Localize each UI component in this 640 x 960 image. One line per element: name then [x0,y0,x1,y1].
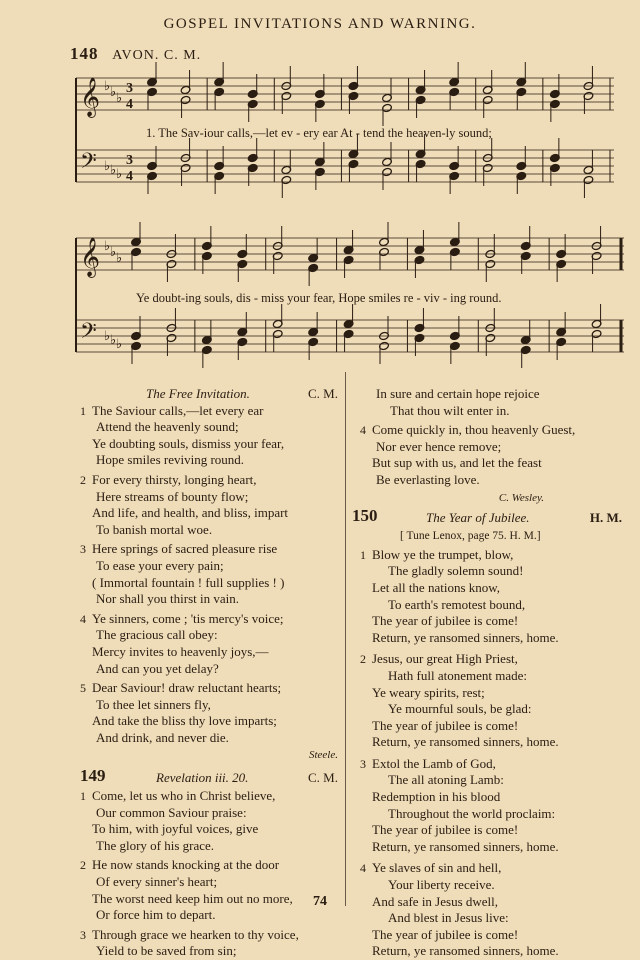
verse-line [360,910,622,927]
verse-text: The year of jubilee is come! [372,717,519,733]
verse-line [360,839,622,856]
time-sig-top: 3 [126,153,133,168]
verse-line [80,403,338,420]
verse-text: Of every sinner's heart; [96,874,218,890]
verse-line [360,597,622,614]
verse-line [360,630,622,647]
verse-line [80,805,338,822]
verse [80,680,338,746]
time-sig-bottom: 4 [126,169,133,184]
verse-text: Redemption in his blood [372,789,501,805]
verse-text: And blest in Jesus live: [388,910,509,926]
treble-clef-icon: 𝄞 [80,77,101,117]
verse-line: That thou wilt enter in. [390,402,510,418]
column-divider [345,372,346,906]
verse-line [360,580,622,597]
verse-text: Or force him to depart. [96,907,216,923]
verse-text: And life, and health, and bliss, impart [92,505,289,521]
hymn-title: The Free Invitation. [146,386,250,401]
verse-line [360,772,622,789]
continued-verse [360,386,622,419]
author: C. Wesley. [498,491,544,504]
verse-text: To earth's remotest bound, [388,596,526,612]
page-number: 74 [313,894,327,909]
verse-text: The glory of his grace. [96,837,215,853]
verse-number: 5 [80,681,86,696]
verse-text: To him, with joyful voices, give [92,821,259,837]
hymn-title: Revelation iii. 20. [156,770,249,786]
left-column [80,386,338,960]
verse-text: Let all the nations know, [372,579,501,595]
verse-text: To ease your every pain; [96,557,224,573]
verse-text: Return, ye ransomed sinners, home. [372,629,559,645]
verse-number: 4 [80,611,86,626]
verse-line [360,927,622,944]
verse-line [360,547,622,564]
verse-line [360,651,622,668]
verse-text: Ye weary spirits, rest; [372,684,485,700]
verse-text: Yield to be saved from sin; [96,943,237,959]
verse-number: 3 [80,542,86,557]
verse-text: Attend the heavenly sound; [96,419,239,435]
verse-line [80,436,338,453]
flat-icon: ♭ [116,166,123,181]
meter: C. M. [308,770,338,786]
verse-text: For every thirsty, longing heart, [92,471,257,487]
verse-text: Mercy invites to heavenly joys,— [92,643,269,659]
verse-4 [360,422,622,488]
flat-icon: ♭ [116,336,123,351]
time-sig-bottom: 4 [126,97,133,112]
meter: H. M. [589,510,622,526]
verse-number: 1 [80,403,86,418]
verse-line [80,697,338,714]
verse-text: The all atoning Lamb: [388,772,504,788]
verse [80,857,338,923]
verse-text: Our common Saviour praise: [96,804,247,820]
verse-text: And safe in Jesus dwell, [372,893,499,909]
verse-text: Blow ye the trumpet, blow, [372,546,514,562]
verse [80,541,338,607]
flat-icon: ♭ [104,328,111,343]
bass-clef-icon: 𝄢 [80,319,97,349]
verse-line [80,730,338,747]
verse-line [80,661,338,678]
verse-line [80,489,338,506]
verse-text: The year of jubilee is come! [372,926,519,942]
verse-line [80,874,338,891]
flat-icon: ♭ [110,332,117,347]
verse-text: Your liberty receive. [388,877,495,893]
verse-line [80,788,338,805]
verse-line [360,701,622,718]
verse-text: The gladly solemn sound! [388,563,524,579]
verse-text: He now stands knocking at the door [92,857,280,873]
verse-line [80,452,338,469]
time-sig-top: 3 [126,81,133,96]
verse-text: Come quickly in, thou heavenly Guest, [372,422,576,438]
verse-text: Ye slaves of sin and hell, [372,860,502,876]
verse-line [80,857,338,874]
verse-line [360,806,622,823]
verse-line [360,756,622,773]
verse-text: Come, let us who in Christ believe, [92,788,276,804]
verse-line [360,877,622,894]
lyric-line-2: Ye doubt-ing souls, dis - miss your fear, Hope smiles re - viv - ing round. [136,291,502,305]
verse-line [80,522,338,539]
verse-number: 4 [360,423,366,438]
verse-line [80,838,338,855]
verse [80,927,338,960]
verse-text: The gracious call obey: [96,627,218,643]
verse-line [360,943,622,960]
verse-line [80,591,338,608]
verse-text: To banish mortal woe. [96,521,213,537]
verse-line [80,558,338,575]
tune-note: [ Tune Lenox, page 75. H. M.] [400,530,541,543]
flat-icon: ♭ [110,244,117,259]
hymn-149-verses [80,788,338,960]
verse-number: 1 [360,547,366,562]
verse-line [360,668,622,685]
verse-text: The Saviour calls,—let every ear [92,402,264,418]
verse [360,547,622,647]
verse-line [80,680,338,697]
flat-icon: ♭ [116,90,123,105]
verse [80,472,338,538]
free-invitation-verses [80,403,338,747]
flat-icon: ♭ [104,158,111,173]
verse-text: Here springs of sacred pleasure rise [92,541,278,557]
verse-text: Return, ye ransomed sinners, home. [372,734,559,750]
verse-line [80,505,338,522]
verse-text: ( Immortal fountain ! full supplies ! ) [92,574,285,590]
verse-line [80,611,338,628]
verse-text: Ye mournful souls, be glad: [388,701,532,717]
verse-line [80,541,338,558]
verse-line [360,455,622,472]
hymn-number: 149 [80,766,106,786]
verse-line [80,943,338,960]
verse-line [80,419,338,436]
hymn-150-title-row [352,506,622,528]
verse-text: Dear Saviour! draw reluctant hearts; [92,680,282,696]
verse-text: Hath full atonement made: [388,667,527,683]
verse-line [80,713,338,730]
verse-line [80,575,338,592]
verse-line [360,685,622,702]
verse-line [360,472,622,489]
verse-line [360,563,622,580]
verse [80,611,338,677]
verse-number: 3 [80,927,86,942]
verse-line [360,439,622,456]
verse-text: And can you yet delay? [96,660,219,676]
verse-line [80,472,338,489]
verse-number: 2 [360,652,366,667]
flat-icon: ♭ [110,84,117,99]
flat-icon: ♭ [116,250,123,265]
verse-text: Nor ever hence remove; [376,438,502,454]
hymn-149-title-row [80,768,338,788]
flat-icon: ♭ [110,162,117,177]
verse [80,403,338,469]
flat-icon: ♭ [104,78,111,93]
bass-clef-icon: 𝄢 [80,149,97,179]
treble-clef-icon: 𝄞 [80,237,101,277]
verse-number: 2 [80,858,86,873]
verse-text: Return, ye ransomed sinners, home. [372,943,559,959]
verse-text: Jesus, our great High Priest, [372,651,518,667]
verse-line [360,422,622,439]
hymn-number: 148 [70,44,99,63]
verse-text: Be everlasting love. [376,471,480,487]
author: Steele. [308,749,338,762]
verse-text: The year of jubilee is come! [372,613,519,629]
verse-line [360,822,622,839]
verse [360,756,622,856]
verse-line: In sure and certain hope rejoice [376,386,540,401]
verse-text: Extol the Lamb of God, [372,755,496,771]
verse [360,651,622,751]
verse-line [360,734,622,751]
verse-text: Return, ye ransomed sinners, home. [372,838,559,854]
verse-text: But sup with us, and let the feast [372,455,542,471]
meter: C. M. [308,386,338,401]
verse-number: 4 [360,861,366,876]
verse-text: The worst need keep him out no more, [92,890,293,906]
verse [360,860,622,960]
verse-line [360,789,622,806]
verse-text: Throughout the world proclaim: [388,805,556,821]
verse-line [80,644,338,661]
verse-line [80,821,338,838]
verse-text: Nor shall you thirst in vain. [96,591,239,607]
verse-text: And take the bliss thy love imparts; [92,713,277,729]
verse-text: The year of jubilee is come! [372,822,519,838]
verse-line [360,613,622,630]
hymn-title: The Year of Jubilee. [426,510,530,526]
page-header: GOSPEL INVITATIONS AND WARNING. [163,16,477,32]
hymn-number: 150 [352,506,378,526]
verse-line [360,718,622,735]
verse-text: Through grace we hearken to thy voice, [92,926,299,942]
verse-number: 3 [360,756,366,771]
verse-line [360,860,622,877]
lyric-line-1: 1. The Sav-iour calls,—let ev - ery ear At - tend the heaven-ly sound; [146,126,492,140]
verse-text: And drink, and never die. [96,729,229,745]
tune-name: AVON. C. M. [112,48,202,63]
verse-number: 1 [80,789,86,804]
free-invitation-title-row [80,386,338,403]
verse [80,788,338,854]
verse-text: To thee let sinners fly, [96,696,211,712]
right-column [352,386,622,960]
flat-icon: ♭ [104,238,111,253]
verse-line [80,627,338,644]
verse-number: 2 [80,472,86,487]
verse-line [80,927,338,944]
verse-text: Ye sinners, come ; 'tis mercy's voice; [92,610,284,626]
verse-text: Here streams of bounty flow; [96,488,249,504]
verse-text: Ye doubting souls, dismiss your fear, [92,435,285,451]
verse-text: Hope smiles reviving round. [96,452,245,468]
